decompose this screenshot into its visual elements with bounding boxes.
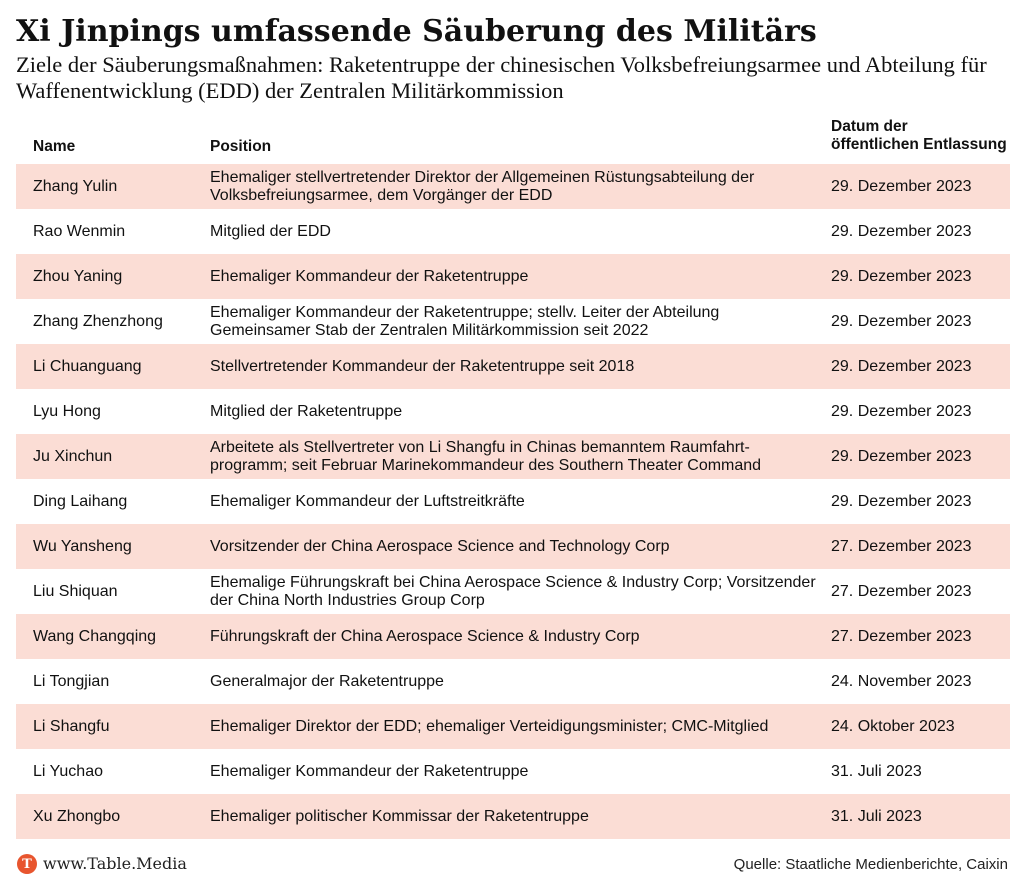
position-cell: Mitglied der EDD: [210, 222, 331, 240]
dismissal-table: [16, 118, 1010, 839]
table-row: [16, 479, 1010, 524]
column-header-date-line1: Datum der: [831, 118, 908, 135]
name-cell: Li Yuchao: [33, 762, 103, 780]
table-row: [16, 749, 1010, 794]
position-cell: Stellvertretender Kommandeur der Raketentruppe seit 2018: [210, 357, 635, 375]
date-cell: 29. Dezember 2023: [831, 222, 972, 240]
date-cell: 31. Juli 2023: [831, 807, 922, 825]
date-cell: 27. Dezember 2023: [831, 627, 972, 645]
table-row: [16, 704, 1010, 749]
table-row: [16, 344, 1010, 389]
position-cell: Ehemaliger stellvertretender Direktor der Allgemeinen Rüstungsabteilung der Volksbefreiungsarmee, dem Vorgänger der EDD: [210, 168, 755, 204]
table-row: [16, 614, 1010, 659]
source-note: Quelle: Staatliche Medienberichte, Caixin: [733, 856, 1008, 873]
column-header-date-line2: öffentlichen Entlassung: [831, 136, 1007, 153]
position-cell: Ehemaliger Kommandeur der Raketentruppe: [210, 762, 529, 780]
name-cell: Rao Wenmin: [33, 222, 126, 240]
name-cell: Ding Laihang: [33, 492, 128, 510]
table-row: [16, 209, 1010, 254]
table-row: [16, 434, 1010, 479]
date-cell: 29. Dezember 2023: [831, 402, 972, 420]
position-cell: Mitglied der Raketentruppe: [210, 402, 403, 420]
name-cell: Li Chuanguang: [33, 357, 142, 375]
date-cell: 27. Dezember 2023: [831, 582, 972, 600]
position-cell: Ehemaliger politischer Kommissar der Raketentruppe: [210, 807, 589, 825]
table-header: [16, 118, 1010, 164]
date-cell: 29. Dezember 2023: [831, 267, 972, 285]
position-cell: Ehemaliger Kommandeur der Raketentruppe: [210, 267, 529, 285]
table-row: [16, 389, 1010, 434]
column-header-name: Name: [33, 138, 76, 155]
name-cell: Zhang Zhenzhong: [33, 312, 163, 330]
name-cell: Zhang Yulin: [33, 177, 118, 195]
date-cell: 29. Dezember 2023: [831, 447, 972, 465]
table-media-logo-icon: [17, 854, 37, 874]
date-cell: 29. Dezember 2023: [831, 312, 972, 330]
position-cell: Vorsitzender der China Aerospace Science and Technology Corp: [210, 537, 670, 555]
page-title: Xi Jinpings umfassende Säuberung des Militärs: [16, 14, 817, 49]
table-row: [16, 299, 1010, 344]
table-row: [16, 254, 1010, 299]
page-subtitle: Ziele der Säuberungsmaßnahmen: Raketentruppe der chinesischen Volksbefreiungsarmee und Abteilung für Waffenentwicklung (EDD) der Zentralen Militärkommission: [16, 52, 987, 103]
date-cell: 27. Dezember 2023: [831, 537, 972, 555]
date-cell: 29. Dezember 2023: [831, 492, 972, 510]
table-row: [16, 164, 1010, 209]
date-cell: 24. November 2023: [831, 672, 972, 690]
name-cell: Liu Shiquan: [33, 582, 118, 600]
date-cell: 31. Juli 2023: [831, 762, 922, 780]
name-cell: Li Shangfu: [33, 717, 110, 735]
date-cell: 24. Oktober 2023: [831, 717, 955, 735]
table-row: [16, 794, 1010, 839]
name-cell: Li Tongjian: [33, 672, 110, 690]
logo-letter: T: [22, 856, 32, 872]
date-cell: 29. Dezember 2023: [831, 357, 972, 375]
position-cell: Ehemaliger Kommandeur der Luftstreitkräfte: [210, 492, 525, 510]
name-cell: Wang Changqing: [33, 627, 157, 645]
table-row: [16, 659, 1010, 704]
position-cell: Führungskraft der China Aerospace Science & Industry Corp: [210, 627, 640, 645]
name-cell: Zhou Yaning: [33, 267, 123, 285]
date-cell: 29. Dezember 2023: [831, 177, 972, 195]
position-cell: Generalmajor der Raketentruppe: [210, 672, 444, 690]
position-cell: Ehemaliger Kommandeur der Raketentruppe; stellv. Leiter der Abteilung Gemeinsamer Stab der Zentralen Militärkommission seit 2022: [210, 303, 720, 339]
name-cell: Lyu Hong: [33, 402, 101, 420]
table-row: [16, 569, 1010, 614]
column-header-date: [831, 118, 1007, 154]
position-cell: Ehemaliger Direktor der EDD; ehemaliger Verteidigungsminister; CMC-Mitglied: [210, 717, 769, 735]
name-cell: Wu Yansheng: [33, 537, 132, 555]
name-cell: Xu Zhongbo: [33, 807, 121, 825]
name-cell: Ju Xinchun: [33, 447, 113, 465]
site-url: www.Table.Media: [43, 854, 187, 873]
table-row: [16, 524, 1010, 569]
footer: [0, 848, 1024, 882]
position-cell: Ehemalige Führungskraft bei China Aerospace Science & Industry Corp; Vorsitzender der China North Industries Group Corp: [210, 573, 816, 609]
position-cell: Arbeitete als Stellvertreter von Li Shangfu in Chinas bemanntem Raumfahrt-programm; seit Februar Marinekommandeur des Southern Theater Command: [210, 438, 762, 474]
column-header-position: Position: [210, 138, 272, 155]
